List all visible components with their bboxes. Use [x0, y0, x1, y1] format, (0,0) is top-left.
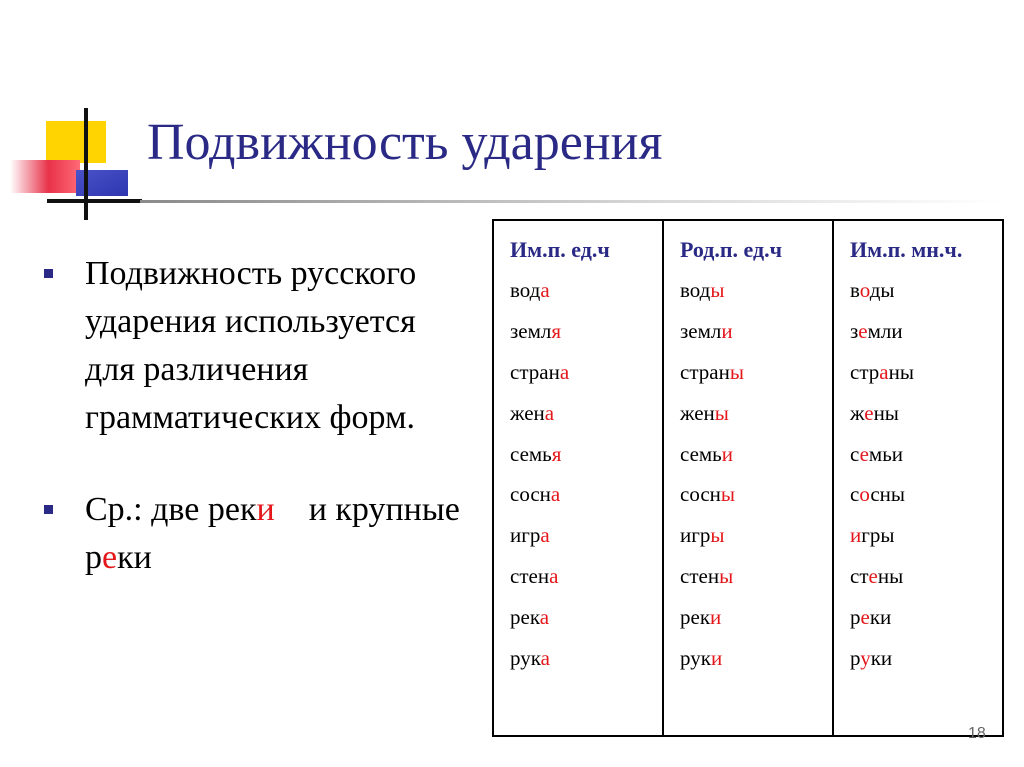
bullet-item [44, 250, 464, 442]
table-column [494, 221, 662, 735]
stressed-letter: о [859, 482, 871, 507]
table-cell [510, 311, 662, 352]
table-cell [680, 311, 832, 352]
stressed-letter: а [550, 482, 561, 507]
table-cell [510, 597, 662, 638]
word-part: земл [680, 318, 722, 343]
table-column-cells [680, 270, 832, 679]
word-part: ны [877, 564, 904, 589]
word-part: ны [873, 400, 899, 425]
table-cell [850, 311, 1002, 352]
stress-table [492, 219, 1004, 737]
stressed-letter: а [559, 359, 570, 384]
table-cell [850, 597, 1002, 638]
word-part: сосн [680, 482, 721, 507]
bullet-segment: и крупные р [85, 491, 477, 576]
table-cell [510, 638, 662, 679]
word-part: жен [680, 400, 715, 425]
word-part: рук [680, 646, 711, 671]
word-part: стен [510, 564, 550, 589]
word-part: стен [680, 564, 720, 589]
word-part: ны [888, 359, 914, 384]
table-cell [850, 393, 1002, 434]
table-header: Им.п. ед.ч [510, 237, 610, 262]
word-part: мли [867, 318, 903, 343]
word-part: ды [869, 278, 895, 302]
table-cell [850, 638, 1002, 679]
stressed-letter: и [710, 605, 722, 630]
table-cell [510, 270, 662, 311]
word-part: игр [510, 523, 541, 548]
table-cell [680, 515, 832, 556]
table-cell [680, 393, 832, 434]
word-part: р [850, 605, 861, 630]
table-cell [510, 434, 662, 475]
table-cell [510, 352, 662, 393]
table-column-cells [510, 270, 662, 679]
stressed-letter: ы [719, 564, 734, 589]
stressed-letter: а [879, 359, 889, 384]
word-part: сны [870, 482, 906, 507]
stressed-letter: я [551, 318, 562, 343]
bullet-segment-accent: е [102, 539, 118, 576]
word-part: ки [870, 646, 893, 671]
word-part: игр [680, 523, 711, 548]
word-part: с [850, 482, 860, 507]
word-part: в [850, 278, 860, 302]
stressed-letter: е [860, 605, 870, 630]
stressed-letter: и [710, 646, 723, 671]
word-part: рук [510, 646, 541, 671]
word-part: земл [510, 318, 552, 343]
table-cell [510, 393, 662, 434]
table-column [832, 221, 1002, 735]
bullet-marker-icon [44, 269, 53, 278]
word-part: стран [510, 359, 560, 384]
table-cell [850, 515, 1002, 556]
stressed-letter: ы [710, 278, 725, 302]
stressed-letter: е [859, 441, 869, 466]
table-cell [850, 270, 1002, 311]
word-part: жен [510, 400, 545, 425]
bullet-list [44, 250, 477, 582]
bullet-segment: Ср.: две рек [85, 491, 257, 528]
word-part: рек [680, 605, 711, 630]
bullet-segment: ки [117, 539, 152, 576]
bullet-text [85, 255, 416, 436]
table-column-cells [850, 270, 1002, 679]
stressed-letter: е [864, 400, 874, 425]
stressed-letter: ы [720, 482, 736, 507]
stressed-letter: а [540, 278, 550, 302]
decor-horizontal-line [47, 199, 142, 203]
bullet-segment-accent: и [256, 491, 275, 528]
stressed-letter: а [540, 646, 550, 671]
table-cell [680, 638, 832, 679]
stressed-letter: я [551, 441, 562, 466]
decor-red-square [10, 160, 80, 193]
stressed-letter: у [860, 646, 871, 671]
table-cell [510, 515, 662, 556]
bullet-segment: Подвижность русского ударения используется для различения грамматических форм. [85, 255, 417, 436]
table-cell [850, 474, 1002, 515]
stressed-letter: и [850, 523, 862, 548]
table-header: Им.п. мн.ч. [850, 237, 963, 262]
stressed-letter: ы [710, 523, 725, 548]
stressed-letter: а [539, 605, 550, 630]
word-part: з [850, 318, 859, 343]
table-cell [850, 352, 1002, 393]
table-cell [850, 434, 1002, 475]
table-cell [680, 597, 832, 638]
table-cell [680, 270, 832, 311]
table-column [662, 221, 832, 735]
table-cell [510, 556, 662, 597]
word-part: гры [861, 523, 895, 548]
table-cell [680, 434, 832, 475]
table-cell [680, 556, 832, 597]
title-underline [140, 200, 1000, 203]
table-cell [680, 352, 832, 393]
word-part: мьи [868, 441, 904, 466]
bullet-marker-icon [44, 505, 53, 514]
stressed-letter: а [540, 523, 550, 548]
table-cell [510, 474, 662, 515]
table-cell [680, 474, 832, 515]
stressed-letter: о [859, 278, 870, 302]
stressed-letter: и [721, 441, 734, 466]
stressed-letter: е [858, 318, 868, 343]
word-part: ж [850, 400, 865, 425]
word-part: с [850, 441, 860, 466]
bullet-text [85, 491, 477, 576]
word-part: стран [680, 359, 730, 384]
stressed-letter: а [544, 400, 555, 425]
table-cell [850, 556, 1002, 597]
word-part: сосн [510, 482, 551, 507]
page-number: 18 [968, 725, 986, 742]
stressed-letter: е [868, 564, 878, 589]
word-part: р [850, 646, 861, 671]
stressed-letter: ы [714, 400, 729, 425]
stressed-letter: ы [729, 359, 744, 384]
word-part: семь [680, 441, 722, 466]
word-part: ст [850, 564, 869, 589]
word-part: ки [869, 605, 892, 630]
word-part: вод [510, 278, 541, 302]
bullet-item [44, 486, 477, 582]
stressed-letter: а [549, 564, 559, 589]
stressed-letter: и [721, 318, 733, 343]
word-part: семь [510, 441, 552, 466]
word-part: стр [850, 359, 880, 384]
word-part: вод [680, 278, 711, 302]
slide-title: Подвижность ударения [147, 114, 663, 171]
decor-vertical-line [84, 108, 88, 220]
table-header: Род.п. ед.ч [680, 237, 783, 262]
word-part: рек [510, 605, 540, 630]
decor-yellow-square [46, 121, 106, 163]
